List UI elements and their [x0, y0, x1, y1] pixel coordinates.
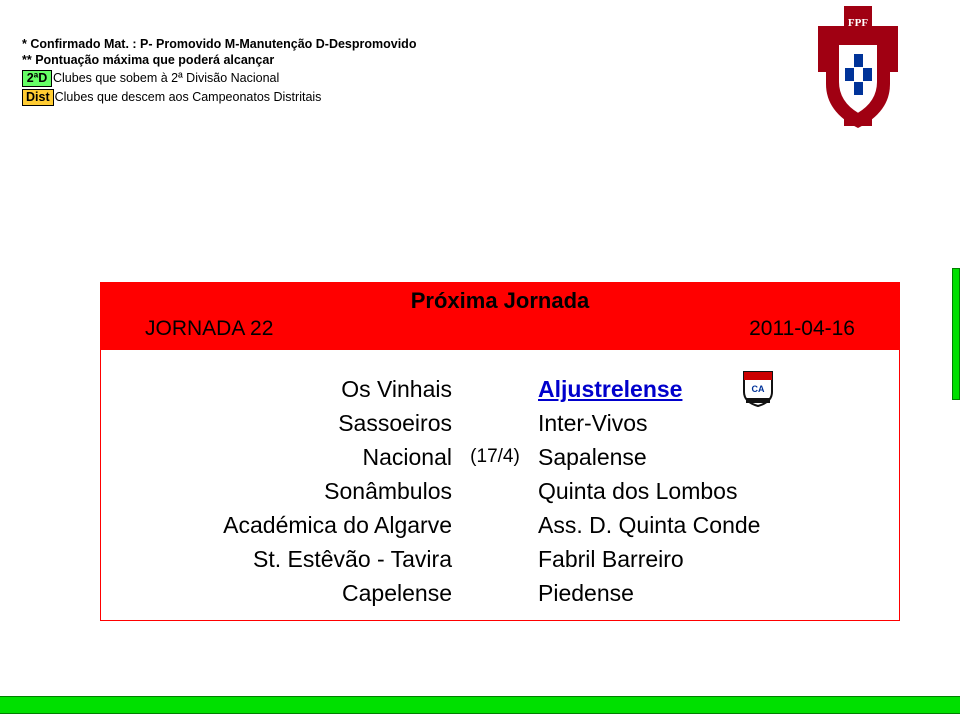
match-list [101, 349, 899, 620]
match-note: (17/4) [470, 446, 520, 467]
panel-subheader [101, 315, 899, 347]
home-team: Sassoeiros [338, 410, 452, 436]
right-green-sliver [952, 268, 960, 400]
away-team: Quinta dos Lombos [538, 478, 738, 504]
match-row [101, 372, 899, 406]
legend-confirmation-line: * Confirmado Mat. : P- Promovido M-Manutenção D-Despromovido [22, 37, 417, 51]
svg-text:FPF: FPF [847, 17, 869, 29]
match-row [101, 406, 899, 440]
match-row [101, 576, 899, 610]
promotion-tag: 2ªD [22, 70, 52, 87]
home-team: Sonâmbulos [324, 478, 452, 504]
match-row [101, 474, 899, 508]
club-badge-icon [738, 368, 778, 408]
home-team: Os Vinhais [341, 376, 452, 402]
match-row [101, 542, 899, 576]
round-label: JORNADA 22 [145, 317, 274, 340]
legend-relegation-row [22, 89, 582, 106]
relegation-description: Clubes que descem aos Campeonatos Distritais [54, 90, 322, 104]
round-date: 2011-04-16 [749, 317, 855, 340]
bottom-green-bar [0, 696, 960, 714]
home-team: Nacional [362, 444, 452, 470]
away-team: Piedense [538, 580, 634, 606]
panel-header [101, 283, 899, 349]
svg-text:CA: CA [751, 384, 765, 394]
match-row [101, 508, 899, 542]
away-team: Inter-Vivos [538, 410, 648, 436]
fpf-crest-icon [814, 4, 902, 132]
relegation-tag: Dist [22, 89, 54, 106]
legend-maxpoints-line: ** Pontuação máxima que poderá alcançar [22, 53, 275, 67]
home-team: St. Estêvão - Tavira [253, 546, 452, 572]
legend-block [22, 36, 582, 106]
promotion-description: Clubes que sobem à 2ª Divisão Nacional [53, 71, 280, 85]
next-round-panel [100, 282, 900, 621]
match-row [101, 440, 899, 474]
panel-title: Próxima Jornada [410, 288, 590, 313]
away-team: Fabril Barreiro [538, 546, 684, 572]
away-team: Sapalense [538, 444, 647, 470]
home-team: Académica do Algarve [223, 512, 452, 538]
home-team: Capelense [342, 580, 452, 606]
legend-promotion-row [22, 70, 582, 87]
away-team[interactable]: Aljustrelense CA [532, 372, 858, 406]
away-team: Ass. D. Quinta Conde [538, 512, 761, 538]
